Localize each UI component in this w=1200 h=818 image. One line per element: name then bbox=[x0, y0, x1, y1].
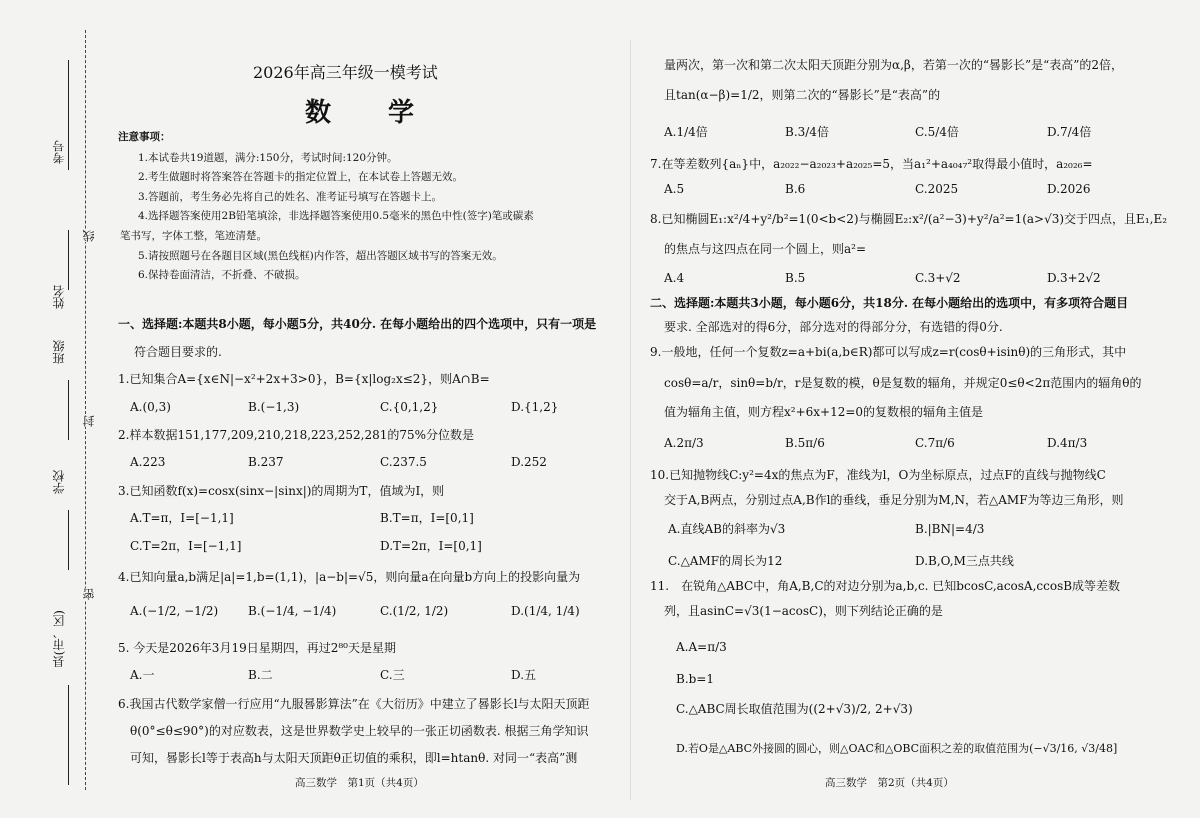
q8-option-a: A.4 bbox=[664, 271, 685, 285]
q9-option-b: B.5π/6 bbox=[785, 436, 825, 450]
q4-stem: 4.已知向量a,b满足|a|=1,b=(1,1)，|a−b|=√5，则向量a在向量b方向上的投影向量为 bbox=[118, 570, 581, 584]
q11-option-a: A.A=π/3 bbox=[676, 640, 727, 654]
binding-dashed-line bbox=[85, 30, 86, 790]
footer-page-2: 高三数学 第2页（共4页） bbox=[825, 777, 954, 789]
q9-stem-line2: cosθ=a/r，sinθ=b/r，r是复数的模，θ是复数的辐角，并规定0≤θ<2π范围内的辐角θ的 bbox=[664, 376, 1142, 390]
q1-option-b: B.(−1,3) bbox=[248, 400, 300, 414]
q1-option-c: C.{0,1,2} bbox=[380, 400, 439, 414]
q6-stem-line2: θ(0°≤θ≤90°)的对应数表，这是世界数学史上较早的一张正切函数表. 根据三角学知识 bbox=[130, 724, 589, 738]
q10-option-c: C.△AMF的周长为12 bbox=[668, 554, 783, 568]
section2-heading-cont: 要求. 全部选对的得6分，部分选对的得部分分，有选错的得0分. bbox=[664, 320, 1003, 334]
county-label: 县(市、区) bbox=[52, 610, 66, 668]
q4-option-b: B.(−1/4, −1/4) bbox=[248, 604, 337, 618]
q5-stem: 5. 今天是2026年3月19日星期四，再过2⁸⁰天是星期 bbox=[118, 641, 396, 655]
q2-option-a: A.223 bbox=[130, 455, 166, 469]
school-underline bbox=[68, 510, 69, 570]
q11-stem-line1: 11. 在锐角△ABC中，角A,B,C的对边分别为a,b,c. 已知bcosC,acosA,ccosB成等差数 bbox=[650, 579, 1121, 593]
q9-option-a: A.2π/3 bbox=[664, 436, 704, 450]
q2-stem: 2.样本数据151,177,209,210,218,223,252,281的75%分位数是 bbox=[118, 428, 475, 442]
q4-option-c: C.(1/2, 1/2) bbox=[380, 604, 449, 618]
name-label: 姓名 bbox=[52, 285, 66, 309]
county-underline bbox=[68, 685, 69, 785]
q5-option-a: A.一 bbox=[130, 668, 155, 682]
q11-option-c: C.△ABC周长取值范围为((2+√3)/2, 2+√3) bbox=[676, 702, 913, 716]
q9-stem-line3: 值为辐角主值，则方程x²+6x+12=0的复数根的辐角主值是 bbox=[664, 405, 984, 419]
seal-seal-mark: 封 bbox=[82, 415, 96, 427]
section2-heading: 二、选择题:本题共3小题，每小题6分，共18分. 在每小题给出的选项中，有多项符合题目 bbox=[650, 296, 1129, 310]
q4-option-d: D.(1/4, 1/4) bbox=[511, 604, 580, 618]
q6-stem-line1: 6.我国古代数学家僧一行应用“九服晷影算法”在《大衍历》中建立了晷影长l与太阳天顶距 bbox=[118, 697, 590, 711]
q10-stem-line1: 10.已知抛物线C:y²=4x的焦点为F，准线为l，O为坐标原点，过点F的直线与抛物线C bbox=[650, 468, 1106, 482]
q6-option-a: A.1/4倍 bbox=[664, 125, 708, 139]
exam-no-underline bbox=[68, 60, 69, 170]
exam-title: 2026年高三年级一模考试 bbox=[253, 63, 438, 82]
section1-heading-cont: 符合题目要求的. bbox=[134, 345, 222, 359]
seal-secret-mark: 密 bbox=[82, 588, 96, 600]
q8-option-c: C.3+√2 bbox=[915, 271, 961, 285]
notes-heading: 注意事项： bbox=[118, 131, 171, 143]
subject-title: 数 学 bbox=[305, 98, 439, 128]
page-divider bbox=[630, 40, 631, 800]
footer-page-1: 高三数学 第1页（共4页） bbox=[295, 777, 424, 789]
note-4-cont: 笔书写，字体工整，笔迹清楚。 bbox=[120, 230, 267, 242]
q3-option-b: B.T=π，I=[0,1] bbox=[380, 511, 474, 525]
q9-option-c: C.7π/6 bbox=[915, 436, 955, 450]
note-1: 1.本试卷共19道题，满分:150分，考试时间:120分钟。 bbox=[138, 152, 398, 164]
q11-option-d: D.若O是△ABC外接圆的圆心，则△OAC和△OBC面积之差的取值范围为(−√3/16, √3/48] bbox=[676, 742, 1118, 755]
note-2: 2.考生做题时将答案答在答题卡的指定位置上，在本试卷上答题无效。 bbox=[138, 171, 464, 183]
class-underline bbox=[68, 380, 69, 440]
q9-option-d: D.4π/3 bbox=[1047, 436, 1088, 450]
q6-option-c: C.5/4倍 bbox=[915, 125, 959, 139]
q8-stem-line1: 8.已知椭圆E₁:x²/4+y²/b²=1(0<b<2)与椭圆E₂:x²/(a²−3)+y²/a²=1(a>√3)交于四点，且E₁,E₂ bbox=[650, 212, 1168, 226]
q10-option-a: A.直线AB的斜率为√3 bbox=[668, 522, 786, 536]
q5-option-b: B.二 bbox=[248, 668, 273, 682]
q10-option-d: D.B,O,M三点共线 bbox=[915, 554, 1014, 568]
q3-option-a: A.T=π，I=[−1,1] bbox=[130, 511, 234, 525]
note-6: 6.保持卷面清洁，不折叠、不破损。 bbox=[138, 269, 306, 281]
q8-option-d: D.3+2√2 bbox=[1047, 271, 1101, 285]
q11-stem-line2: 列，且asinC=√3(1−acosC)，则下列结论正确的是 bbox=[664, 604, 943, 618]
q8-option-b: B.5 bbox=[785, 271, 806, 285]
exam-no-label: 考号 bbox=[52, 140, 66, 164]
q6-option-d: D.7/4倍 bbox=[1047, 125, 1092, 139]
q2-option-c: C.237.5 bbox=[380, 455, 427, 469]
q5-option-c: C.三 bbox=[380, 668, 405, 682]
q11-option-b: B.b=1 bbox=[676, 672, 715, 686]
q6-option-b: B.3/4倍 bbox=[785, 125, 829, 139]
name-underline bbox=[68, 230, 69, 290]
note-4: 4.选择题答案使用2B铅笔填涂，非选择题答案使用0.5毫米的黑色中性(签字)笔或碳素 bbox=[138, 210, 534, 222]
q10-stem-line2: 交于A,B两点，分别过点A,B作l的垂线，垂足分别为M,N，若△AMF为等边三角形，则 bbox=[664, 493, 1124, 507]
q6-stem-line4: 量两次，第一次和第二次太阳天顶距分别为α,β，若第一次的“晷影长”是“表高”的2倍， bbox=[664, 58, 1124, 72]
section1-heading: 一、选择题:本题共8小题，每小题5分，共40分. 在每小题给出的四个选项中，只有一项是 bbox=[118, 317, 597, 331]
note-5: 5.请按照题号在各题目区域(黑色线框)内作答，超出答题区域书写的答案无效。 bbox=[138, 250, 503, 262]
q7-option-b: B.6 bbox=[785, 182, 806, 196]
school-label: 学校 bbox=[52, 470, 66, 494]
q9-stem-line1: 9.一般地，任何一个复数z=a+bi(a,b∈R)都可以写成z=r(cosθ+isinθ)的三角形式，其中 bbox=[650, 345, 1127, 359]
q7-stem: 7.在等差数列{aₙ}中，a₂₀₂₂−a₂₀₂₃+a₂₀₂₅=5，当a₁²+a₄₀₄₇²取得最小值时，a₂₀₂₆= bbox=[650, 157, 1093, 171]
q5-option-d: D.五 bbox=[511, 668, 537, 682]
q6-stem-line3: 可知，晷影长l等于表高h与太阳天顶距θ正切值的乘积，即l=htanθ. 对同一“表高”测 bbox=[130, 751, 578, 765]
q1-option-d: D.{1,2} bbox=[511, 400, 559, 414]
q3-option-c: C.T=2π，I=[−1,1] bbox=[130, 539, 242, 553]
q1-stem: 1.已知集合A={x∈N|−x²+2x+3>0}，B={x|log₂x≤2}，则A∩B= bbox=[118, 372, 490, 386]
q3-option-d: D.T=2π，I=[0,1] bbox=[380, 539, 482, 553]
q8-stem-line2: 的焦点与这四点在同一个圆上，则a²= bbox=[664, 242, 867, 256]
q10-option-b: B.|BN|=4/3 bbox=[915, 522, 985, 536]
q7-option-d: D.2026 bbox=[1047, 182, 1091, 196]
q7-option-c: C.2025 bbox=[915, 182, 959, 196]
q1-option-a: A.(0,3) bbox=[130, 400, 171, 414]
q2-option-d: D.252 bbox=[511, 455, 547, 469]
q3-stem: 3.已知函数f(x)=cosx(sinx−|sinx|)的周期为T，值域为I，则 bbox=[118, 484, 445, 498]
q2-option-b: B.237 bbox=[248, 455, 284, 469]
q6-stem-line5: 且tan(α−β)=1/2，则第二次的“晷影长”是“表高”的 bbox=[664, 88, 941, 102]
q7-option-a: A.5 bbox=[664, 182, 685, 196]
class-label: 班级 bbox=[52, 340, 66, 364]
note-3: 3.答题前，考生务必先将自己的姓名、准考证号填写在答题卡上。 bbox=[138, 191, 443, 203]
q4-option-a: A.(−1/2, −1/2) bbox=[130, 604, 219, 618]
seal-line-mark: 线 bbox=[82, 230, 96, 242]
